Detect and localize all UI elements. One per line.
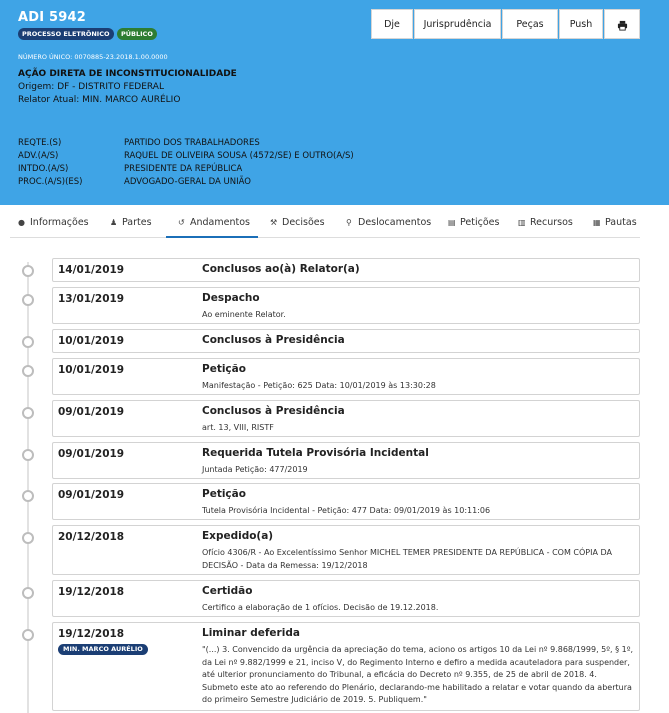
pecas-button[interactable]: Peças <box>502 9 558 39</box>
party-value-reqte: PARTIDO DOS TRABALHADORES <box>124 138 260 148</box>
tab-pautas[interactable]: ▦ Pautas <box>593 212 637 238</box>
jurisprudencia-button[interactable]: Jurisprudência <box>414 9 501 39</box>
andamento-date: 14/01/2019 <box>58 264 125 276</box>
andamento-date: 13/01/2019 <box>58 293 125 305</box>
list-item[interactable] <box>52 358 640 395</box>
info-icon: ● <box>18 218 25 227</box>
andamento-date: 19/12/2018 <box>58 586 125 598</box>
tab-andamentos[interactable]: ↺ Andamentos <box>166 212 258 238</box>
andamento-description: art. 13, VIII, RISTF <box>202 423 274 432</box>
list-item[interactable] <box>52 622 640 711</box>
timeline-line <box>27 262 29 713</box>
timeline-dot <box>22 449 34 461</box>
party-value-intdo: PRESIDENTE DA REPÚBLICA <box>124 164 243 174</box>
party-label-adv: ADV.(A/S) <box>18 151 59 161</box>
rapporteur: Relator Atual: MIN. MARCO AURÉLIO <box>18 95 181 105</box>
public-badge: PÚBLICO <box>117 28 157 40</box>
timeline-dot <box>22 407 34 419</box>
andamento-title: Requerida Tutela Provisória Incidental <box>202 447 429 459</box>
andamento-title: Despacho <box>202 292 260 304</box>
process-class: AÇÃO DIRETA DE INCONSTITUCIONALIDADE <box>18 69 237 79</box>
timeline-dot <box>22 294 34 306</box>
andamento-description: Juntada Petição: 477/2019 <box>202 465 308 474</box>
tab-recursos[interactable]: ▥ Recursos <box>518 212 573 238</box>
author-badge: MIN. MARCO AURÉLIO <box>58 644 148 655</box>
history-icon: ↺ <box>178 218 185 227</box>
party-label-reqte: REQTE.(S) <box>18 138 62 148</box>
party-label-intdo: INTDO.(A/S) <box>18 164 69 174</box>
timeline-dot <box>22 587 34 599</box>
push-button[interactable]: Push <box>559 9 603 39</box>
party-value-proc: ADVOGADO-GERAL DA UNIÃO <box>124 177 251 187</box>
gavel-icon: ⚒ <box>270 218 278 227</box>
tab-decisoes[interactable]: ⚒ Decisões <box>270 212 325 238</box>
andamento-title: Expedido(a) <box>202 530 274 542</box>
list-item[interactable] <box>52 525 640 575</box>
origin: Origem: DF - DISTRITO FEDERAL <box>18 82 164 92</box>
andamento-date: 10/01/2019 <box>58 335 125 347</box>
process-header <box>0 0 669 205</box>
andamento-date: 09/01/2019 <box>58 406 125 418</box>
andamento-description: Certifico a elaboração de 1 ofícios. Decisão de 19.12.2018. <box>202 603 439 612</box>
list-item[interactable] <box>52 483 640 520</box>
tab-peticoes[interactable]: ▤ Petições <box>448 212 499 238</box>
andamento-description: Ao eminente Relator. <box>202 310 286 319</box>
timeline-dot <box>22 336 34 348</box>
users-icon: ♟ <box>110 218 118 227</box>
timeline-dot <box>22 365 34 377</box>
andamento-title: Petição <box>202 363 246 375</box>
andamento-title: Liminar deferida <box>202 627 300 639</box>
file-icon: ▤ <box>448 218 456 227</box>
tab-deslocamentos[interactable]: ⚲ Deslocamentos <box>346 212 431 238</box>
party-label-proc: PROC.(A/S)(ES) <box>18 177 83 187</box>
andamento-title: Petição <box>202 488 246 500</box>
timeline-dot <box>22 532 34 544</box>
print-button[interactable] <box>604 9 640 39</box>
process-title: ADI 5942 <box>18 10 86 25</box>
andamento-description: Manifestação - Petição: 625 Data: 10/01/2019 às 13:30:28 <box>202 381 436 390</box>
process-tabs <box>10 212 640 238</box>
andamento-date: 10/01/2019 <box>58 364 125 376</box>
andamento-title: Conclusos à Presidência <box>202 334 345 346</box>
list-item[interactable] <box>52 258 640 282</box>
electronic-process-badge: PROCESSO ELETRÔNICO <box>18 28 114 40</box>
documents-icon: ▥ <box>518 218 526 227</box>
andamento-date: 09/01/2019 <box>58 448 125 460</box>
list-item[interactable] <box>52 442 640 479</box>
calendar-icon: ▦ <box>593 218 601 227</box>
tab-informacoes[interactable]: ● Informações <box>18 212 89 238</box>
list-item[interactable] <box>52 580 640 617</box>
numero-unico: NÚMERO ÚNICO: 0070885-23.2018.1.00.0000 <box>18 53 168 61</box>
timeline-dot <box>22 265 34 277</box>
list-item[interactable] <box>52 329 640 353</box>
party-value-adv: RAQUEL DE OLIVEIRA SOUSA (4572/SE) E OUTRO(A/S) <box>124 151 354 161</box>
andamento-date: 19/12/2018 <box>58 628 125 640</box>
andamento-title: Conclusos à Presidência <box>202 405 345 417</box>
dje-button[interactable]: Dje <box>371 9 413 39</box>
andamento-title: Certidão <box>202 585 253 597</box>
andamento-title: Conclusos ao(à) Relator(a) <box>202 263 360 275</box>
andamento-date: 20/12/2018 <box>58 531 125 543</box>
printer-icon <box>617 20 628 31</box>
andamento-description: "(...) 3. Convencido da urgência da apreciação do tema, aciono os artigos 10 da Lei nº 9.868/1999, 5º, § 1º, da Lei nº 9.882/1999 e 21, inciso V, do Regimento Interno e defiro a medida acauteladora para suspender, até ulterior pronunciamento do Tribunal, a eficácia do Decreto nº 9.355, de 25 de abril de 2018. 4. Submeto este ato ao referendo do Plenário, declarando-me habilitado a relatar e votar quando da abertura do primeiro Semestre Judiciário de 2019. 5. Publiquem." <box>202 645 634 704</box>
andamento-description: Tutela Provisória Incidental - Petição: 477 Data: 09/01/2019 às 10:11:06 <box>202 506 491 515</box>
list-item[interactable] <box>52 400 640 437</box>
timeline-dot <box>22 490 34 502</box>
map-marker-icon: ⚲ <box>346 218 352 227</box>
timeline-dot <box>22 629 34 641</box>
andamento-date: 09/01/2019 <box>58 489 125 501</box>
list-item[interactable] <box>52 287 640 324</box>
andamento-description: Ofício 4306/R - Ao Excelentíssimo Senhor MICHEL TEMER PRESIDENTE DA REPÚBLICA - COM CÓPIA DA DECISÃO - Data da Remessa: 19/12/2018 <box>202 548 612 570</box>
tab-partes[interactable]: ♟ Partes <box>110 212 152 238</box>
